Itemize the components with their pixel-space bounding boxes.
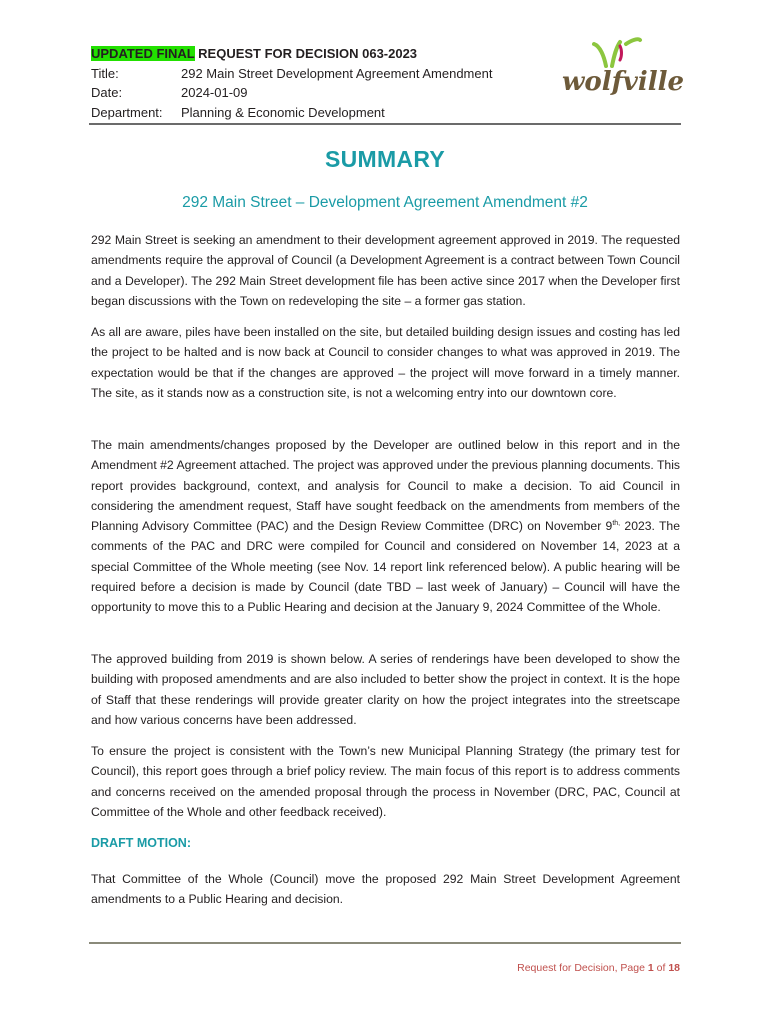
date-row (91, 83, 551, 103)
page-footer (517, 962, 680, 974)
wolfville-logo (560, 36, 684, 104)
paragraph-1: 292 Main Street is seeking an amendment to their development agreement approved in 2019. The requested amendments require the approval of Council (a Development Agreement is a contract between Town Council and a Developer). The 292 Main Street development file has been active since 2017 when the Developer first began discussions with the Town on redeveloping the site – a former gas station. (91, 233, 680, 308)
title-label: Title: (91, 65, 119, 81)
paragraph-5: To ensure the project is consistent with the Town’s new Municipal Planning Strategy (the primary test for Council), this report goes through a brief policy review. The main focus of this report is to address comments and concerns received on the amended proposal through the process in November (DRC, PAC, Council at Committee of the Whole and other feedback received). (91, 744, 680, 819)
department-value: Planning & Economic Development (181, 104, 385, 120)
ordinal-suffix: th, (612, 520, 621, 528)
current-page-number: 1 (647, 962, 654, 974)
paragraph-3-part-2: 2023. The comments of the PAC and DRC were compiled for Council and considered on November 14, 2023 at a special Committee of the Whole meeting (see Nov. 14 report link referenced below). A public hearing will be required before a decision is made by Council (date TBD – last week of January) – Council will have the opportunity to move this to a Public Hearing and decision at the January 9, 2024 Committee of the Whole. (91, 519, 680, 615)
footer-prefix: Request for Decision, Page (517, 962, 648, 974)
date-value: 2024-01-09 (181, 85, 248, 100)
date-label: Date: (91, 85, 123, 100)
paragraph-3 (91, 435, 680, 618)
department-label: Department: (91, 104, 163, 120)
summary-title: SUMMARY (324, 146, 446, 172)
summary-subtitle: 292 Main Street – Development Agreement Amendment #2 (182, 194, 588, 211)
title-row (91, 64, 551, 84)
request-number: REQUEST FOR DECISION 063-2023 (194, 46, 418, 61)
draft-motion-heading: DRAFT MOTION: (91, 836, 191, 850)
footer-divider (89, 942, 681, 944)
request-line (91, 44, 551, 64)
total-page-number: 18 (668, 962, 680, 974)
header-divider (89, 123, 681, 125)
paragraph-4: The approved building from 2019 is shown below. A series of renderings have been developed to show the building with proposed amendments and are also included to better show the project in context. It is the hope of Staff that these renderings will provide greater clarity on how the project integrates into the streetscape and how various concerns have been addressed. (91, 652, 680, 727)
logo-wordmark: wolfville (562, 67, 684, 97)
document-header (91, 44, 551, 122)
paragraph-3-part-1: The main amendments/changes proposed by the Developer are outlined below in this report and in the Amendment #2 Agreement attached. The project was approved under the previous planning documents. This report provides background, context, and analysis for Council to make a decision. To aid Council in considering the amendment request, Staff have sought feedback on the amendments from members of the Planning Advisory Committee (PAC) and the Design Review Committee (DRC) on November 9 (91, 438, 680, 534)
footer-of: of (653, 962, 669, 974)
updated-final-highlight: UPDATED FINAL (91, 46, 195, 61)
department-row (91, 103, 551, 123)
paragraph-2: As all are aware, piles have been installed on the site, but detailed building design issues and costing has led the project to be halted and is now back at Council to consider changes to what was approved in 2019. The expectation would be that if the changes are approved – the project will move forward in a timely manner. The site, as it stands now as a construction site, is not a welcoming entry into our downtown core. (91, 325, 680, 400)
title-value: 292 Main Street Development Agreement Amendment (181, 65, 493, 81)
draft-motion-text: That Committee of the Whole (Council) move the proposed 292 Main Street Development Agreement amendments to a Public Hearing and decision. (91, 872, 680, 907)
